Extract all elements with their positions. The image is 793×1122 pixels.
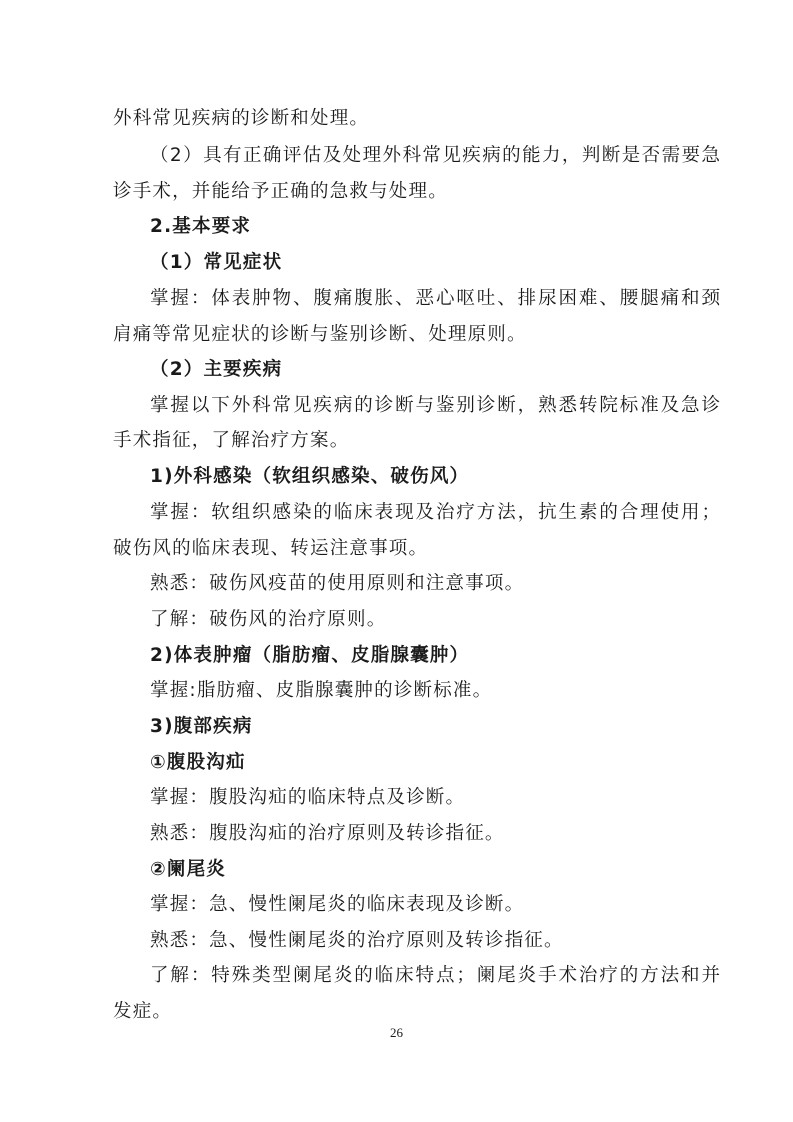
item-heading: 3)腹部疾病 [150, 716, 253, 737]
text-line: （2）具有正确评估及处理外科常见疾病的能力，判断是否需要急 [150, 145, 720, 166]
text-line: 发症。 [113, 1001, 173, 1022]
page-number: 26 [390, 1025, 403, 1040]
text-line: 肩痛等常见症状的诊断与鉴别诊断、处理原则。 [113, 324, 527, 345]
text-line: 破伤风的临床表现、转运注意事项。 [113, 538, 429, 559]
text-line: 熟悉：急、慢性阑尾炎的治疗原则及转诊指征。 [150, 930, 564, 951]
text-line: 掌握以下外科常见疾病的诊断与鉴别诊断，熟悉转院标准及急诊 [150, 395, 720, 416]
text-line: 熟悉：破伤风疫苗的使用原则和注意事项。 [150, 573, 525, 594]
item-heading: ②阑尾炎 [150, 859, 226, 880]
subsection-heading: （1）常见症状 [150, 252, 283, 273]
text-line: 掌握：急、慢性阑尾炎的临床表现及诊断。 [150, 894, 525, 915]
text-line: 外科常见疾病的诊断和处理。 [113, 108, 370, 129]
item-heading: 1)外科感染（软组织感染、破伤风） [150, 466, 470, 487]
text-line: 掌握:脂肪瘤、皮脂腺囊肿的诊断标准。 [150, 680, 493, 701]
text-line: 掌握：体表肿物、腹痛腹胀、恶心呕吐、排尿困难、腰腿痛和颈 [150, 288, 720, 309]
text-line: 掌握：软组织感染的临床表现及治疗方法，抗生素的合理使用； [150, 502, 720, 523]
item-heading: ①腹股沟疝 [150, 752, 246, 773]
text-line: 掌握：腹股沟疝的临床特点及诊断。 [150, 787, 466, 808]
item-heading: 2)体表肿瘤（脂肪瘤、皮脂腺囊肿） [150, 645, 470, 666]
text-line: 了解：破伤风的治疗原则。 [150, 609, 387, 630]
subsection-heading: （2）主要疾病 [150, 359, 283, 380]
text-line: 熟悉：腹股沟疝的治疗原则及转诊指征。 [150, 823, 505, 844]
text-line: 手术指征，了解治疗方案。 [113, 430, 350, 451]
text-line: 了解：特殊类型阑尾炎的临床特点；阑尾炎手术治疗的方法和并 [150, 965, 720, 986]
section-heading: 2.基本要求 [150, 216, 252, 237]
text-line: 诊手术，并能给予正确的急救与处理。 [113, 181, 448, 202]
